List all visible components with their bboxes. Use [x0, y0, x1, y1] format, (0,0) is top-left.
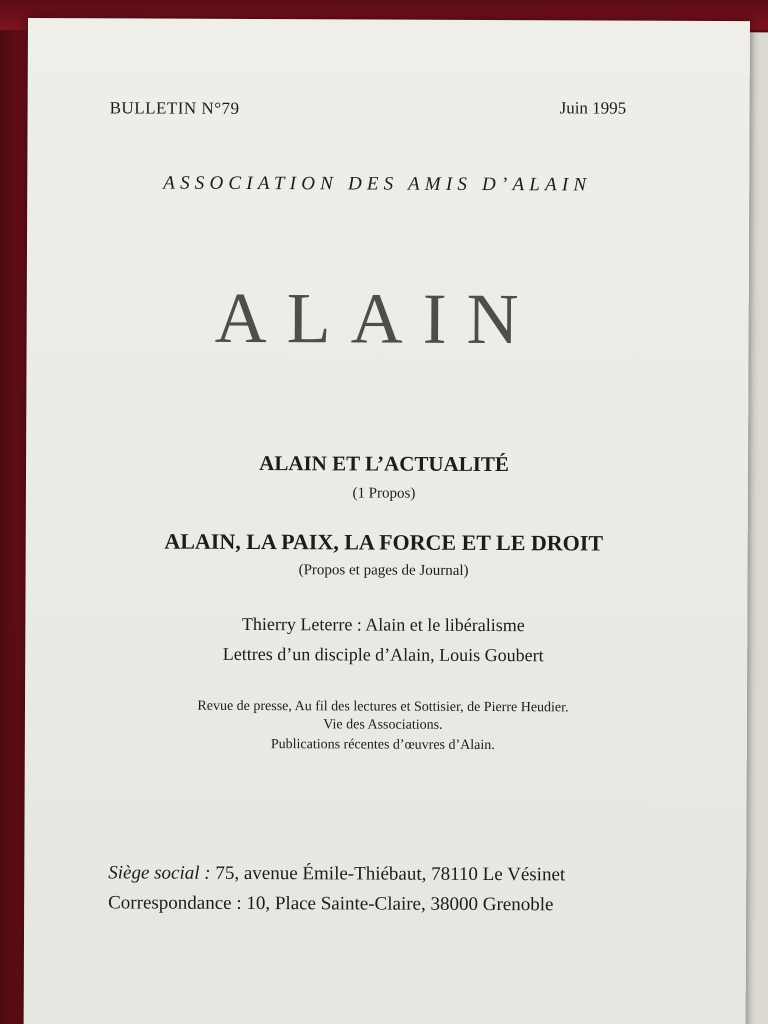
- issue-date: Juin 1995: [559, 98, 627, 118]
- siege-label: Siège social :: [108, 862, 211, 884]
- association-name: ASSOCIATION DES AMIS D’ALAIN: [163, 172, 592, 196]
- bulletin-cover: [24, 18, 750, 1024]
- section-title-paix: ALAIN, LA PAIX, LA FORCE ET LE DROIT: [164, 528, 604, 556]
- siege-address: [108, 862, 565, 886]
- page-title: ALAIN: [214, 277, 539, 360]
- section-title-actualite: ALAIN ET L’ACTUALITÉ: [259, 451, 509, 477]
- correspondance-value: 10, Place Sainte-Claire, 38000 Grenoble: [241, 892, 554, 916]
- article-leterre: Thierry Leterre : Alain et le libéralisme: [241, 613, 525, 636]
- rubrique-publications: Publications récentes d’œuvres d’Alain.: [270, 737, 495, 754]
- siege-value: 75, avenue Émile-Thiébaut, 78110 Le Vésinet: [210, 862, 566, 886]
- correspondance-address: [108, 892, 553, 916]
- section-subtitle-actualite: (1 Propos): [352, 485, 416, 502]
- rubrique-associations: Vie des Associations.: [323, 717, 443, 733]
- bulletin-number: BULLETIN N°79: [109, 98, 240, 118]
- correspondance-label: Correspondance :: [108, 892, 242, 914]
- rubrique-revue: Revue de presse, Au fil des lectures et Sottisier, de Pierre Heudier.: [197, 698, 569, 716]
- article-goubert: Lettres d’un disciple d’Alain, Louis Goubert: [222, 643, 544, 666]
- section-subtitle-paix: (Propos et pages de Journal): [298, 562, 469, 579]
